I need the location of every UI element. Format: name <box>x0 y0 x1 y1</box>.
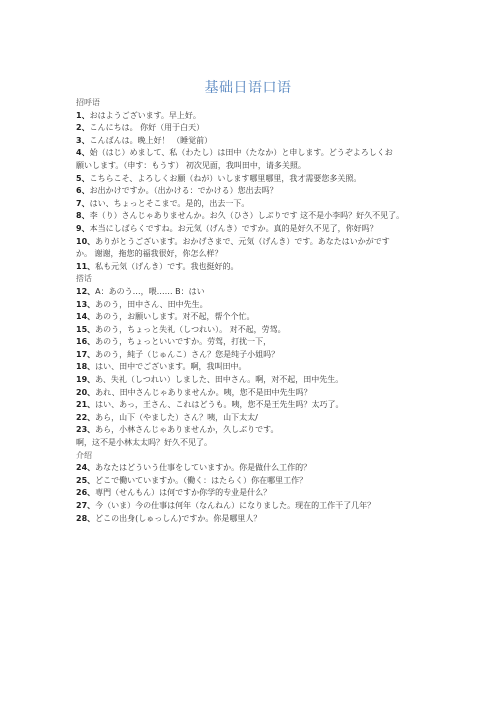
text-line-continuation <box>76 248 426 261</box>
text-line <box>76 412 426 425</box>
line-number: 10、 <box>76 236 96 246</box>
line-number: 17、 <box>76 349 96 359</box>
line-text: あのう，ちょっといいですか。劳驾，打扰一下， <box>95 337 272 347</box>
line-number: 19、 <box>76 375 96 385</box>
line-text: あなたはどういう仕事をしていますか。你是做什么工作的？ <box>95 463 312 473</box>
line-text: どこの出身(しゅっしん)ですか。你是哪里人？ <box>95 513 262 523</box>
line-text: おはようございます。早上好。 <box>89 110 201 120</box>
line-number: 23、 <box>76 425 96 435</box>
text-line <box>76 210 426 223</box>
text-line <box>76 387 426 400</box>
line-text: か。 谢谢，拖您的福我很好，你怎么样？ <box>76 249 223 259</box>
line-number: 24、 <box>76 463 96 473</box>
line-text: こちらこそ、よろしくお願（ねが）いします哪里哪里，我才需要您多关照。 <box>89 173 362 183</box>
line-text: 今（いま）今の仕事は何年（なんねん）になりました。现在的工作干了几年？ <box>95 501 376 510</box>
text-line <box>76 374 426 387</box>
text-line <box>76 500 426 513</box>
line-text: あのう，お願いします。对不起，帮个个忙。 <box>95 312 255 322</box>
line-number: 3、 <box>76 135 90 145</box>
line-text: あのう，ちょっと失礼（しつれい）。 对不起，劳驾。 <box>95 324 286 334</box>
text-line <box>76 299 426 312</box>
line-text: はい、ちょっとそこまで。是的，出去一下。 <box>89 198 250 208</box>
line-text: あれ、田中さんじゃありませんか。咦，您不是田中先生吗？ <box>95 387 312 397</box>
text-line-continuation <box>76 160 426 173</box>
line-text: 啊，这不是小林太太吗？好久不见了。 <box>76 438 212 448</box>
text-line <box>76 361 426 374</box>
line-text: A：あのう…，喂…… B：はい <box>95 286 205 296</box>
page-title: 基础日语口语 <box>204 80 292 96</box>
line-text: こんにちは。 你好（用于白天） <box>89 123 205 133</box>
line-text: 李（り）さんじゃありませんか。お久（ひさ）しぶりです 这不是小李吗？好久不见了。 <box>89 211 405 221</box>
line-text: 専門（せんもん）は何ですか你学的专业是什么？ <box>95 488 272 498</box>
line-text: あ、失礼（しつれい）しました、田中さん。啊，对不起，田中先生。 <box>95 375 344 385</box>
line-number: 18、 <box>76 362 96 372</box>
line-text: こんばんは。晚上好！ （睡觉前） <box>89 135 213 145</box>
line-text: あら，山下（やました）さん？咦，山下太太/ <box>95 412 258 422</box>
line-number: 8、 <box>76 211 90 221</box>
line-text: はい、田中でございます。啊，我叫田中。 <box>95 362 247 372</box>
line-number: 14、 <box>76 312 96 322</box>
line-number: 7、 <box>76 198 90 208</box>
line-number: 22、 <box>76 412 96 422</box>
document-body <box>76 97 426 525</box>
section-heading: 介绍 <box>76 450 92 460</box>
text-line <box>76 198 426 211</box>
line-number: 15、 <box>76 324 96 334</box>
text-line <box>76 513 426 526</box>
line-number: 4、 <box>76 148 90 158</box>
line-text: あのう，純子（じゅんこ）さん？您是纯子小姐吗？ <box>95 349 280 359</box>
text-line <box>76 261 426 274</box>
line-number: 20、 <box>76 387 96 397</box>
text-line <box>76 424 426 437</box>
line-number: 25、 <box>76 475 96 485</box>
line-number: 26、 <box>76 488 96 498</box>
text-line <box>76 236 426 249</box>
text-line-continuation <box>76 437 426 450</box>
line-number: 12、 <box>76 286 96 296</box>
text-line <box>76 349 426 362</box>
line-text: どこで働いていますか。（働く：はたらく）你在哪里工作？ <box>95 475 308 485</box>
text-line <box>76 487 426 500</box>
text-line <box>76 462 426 475</box>
text-line <box>76 311 426 324</box>
line-number: 9、 <box>76 223 90 233</box>
text-line <box>76 122 426 135</box>
section-heading: 招呼语 <box>76 98 100 107</box>
line-text: お出かけですか。（出かける：でかける）您出去吗？ <box>89 186 278 196</box>
text-line <box>76 147 426 160</box>
line-number: 5、 <box>76 173 90 183</box>
line-number: 2、 <box>76 123 90 133</box>
text-line <box>76 336 426 349</box>
line-text: はい、あっ，王さん、これはどうも。咦，您不是王先生吗？太巧了。 <box>95 400 344 410</box>
line-text: 始（はじ）めまして、私（わたし）は田中（たなか）と申します。どうぞよろしくお <box>89 148 393 158</box>
line-number: 1、 <box>76 110 90 120</box>
text-line <box>76 475 426 488</box>
line-number: 13、 <box>76 299 96 309</box>
line-text: あのう，田中さん、田中先生。 <box>95 299 208 309</box>
line-number: 28、 <box>76 513 96 523</box>
text-line <box>76 324 426 337</box>
text-line <box>76 110 426 123</box>
line-text: 本当にしばらくですね。お元気（げんき）ですか。真的是好久不见了，你好吗？ <box>89 223 378 233</box>
text-line <box>76 223 426 236</box>
section-heading: 搭话 <box>76 274 92 284</box>
line-text: あら，小林さんじゃありませんか，久しぶりです。 <box>95 425 279 435</box>
text-line <box>76 286 426 299</box>
text-line <box>76 399 426 412</box>
text-line <box>76 173 426 186</box>
text-line <box>76 185 426 198</box>
line-number: 6、 <box>76 186 90 196</box>
text-line <box>76 135 426 148</box>
line-number: 11、 <box>76 261 96 271</box>
line-number: 21、 <box>76 400 96 410</box>
line-text: 願いします。（申す：もうす） 初次见面，我叫田中，请多关照。 <box>76 160 306 170</box>
line-number: 27、 <box>76 501 96 510</box>
line-number: 16、 <box>76 337 96 347</box>
line-text: ありがとうございます。おかげさまで、元気（げんき）です。あなたはいかがです <box>95 236 390 246</box>
line-text: 私も元気（げんき）です。我也挺好的。 <box>95 261 239 271</box>
